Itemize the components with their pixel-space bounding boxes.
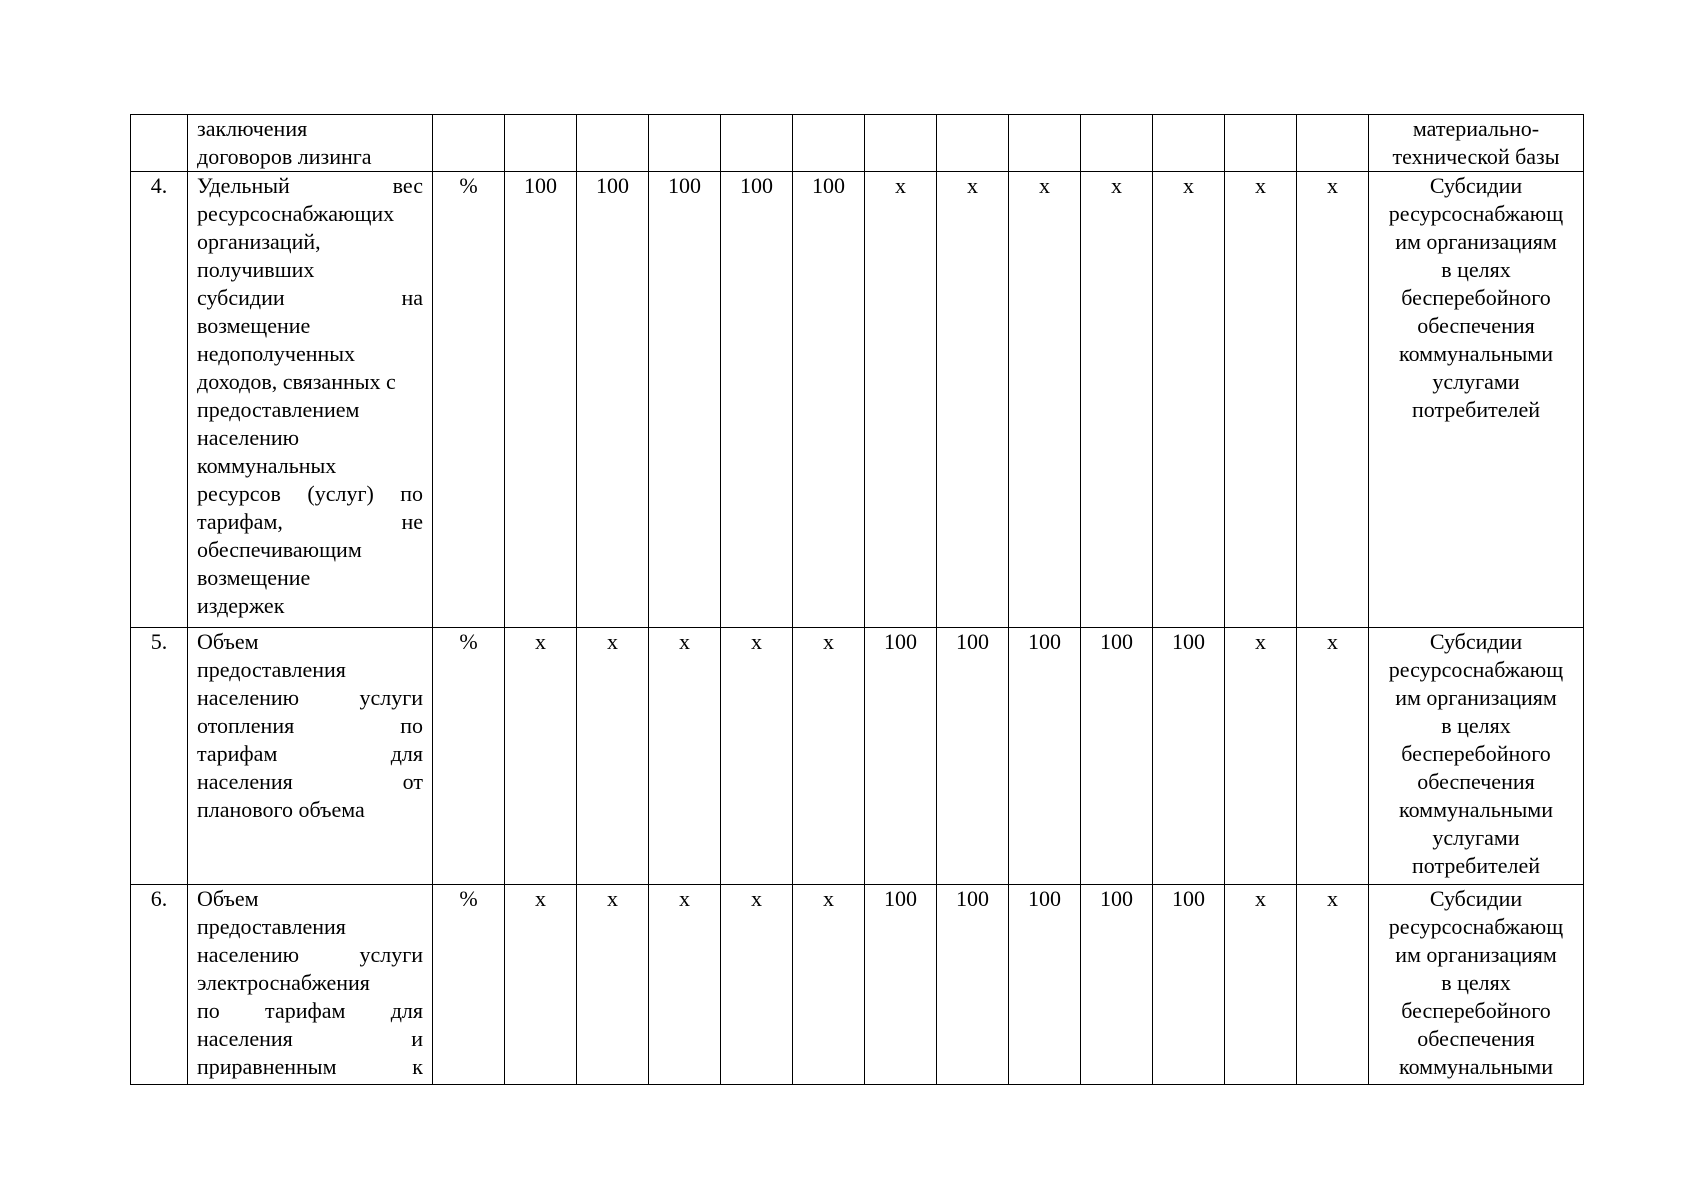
value-cell: 100 [1153, 885, 1225, 1085]
note-line: бесперебойного [1401, 285, 1551, 310]
indicator-name-line: доходов, связанных с [197, 369, 396, 394]
value-cell: х [865, 172, 937, 628]
note-line: технической базы [1392, 144, 1560, 169]
value-cell: 100 [1009, 885, 1081, 1085]
value-cell: 100 [865, 628, 937, 885]
indicator-name-line: Объем [197, 886, 259, 911]
indicator-name-line: возмещение [197, 565, 311, 590]
note-line: обеспечения [1417, 1026, 1535, 1051]
indicator-name-line: договоров лизинга [197, 144, 372, 169]
indicator-name-line: электроснабжения [197, 970, 370, 995]
value-cell: х [1297, 628, 1369, 885]
value-cell [577, 115, 649, 172]
value-cell: х [1153, 172, 1225, 628]
indicator-name-line: отопления по [197, 713, 423, 738]
indicator-name-line: ресурсов (услуг) по [197, 481, 423, 506]
note-line: потребителей [1412, 853, 1540, 878]
indicator-name-line: населению услуги [197, 685, 423, 710]
note-cell [1369, 115, 1584, 172]
row-number: 4. [131, 172, 188, 628]
indicator-name [188, 885, 433, 1085]
note-cell [1369, 172, 1584, 628]
note-line: ресурсоснабжающ [1388, 657, 1564, 682]
note-line: бесперебойного [1401, 741, 1551, 766]
value-cell [649, 115, 721, 172]
value-cell: х [1297, 885, 1369, 1085]
indicator-name-line: Объем [197, 629, 259, 654]
note-line: в целях [1441, 970, 1511, 995]
indicator-name-line: приравненным к [197, 1054, 423, 1079]
value-cell: 100 [505, 172, 577, 628]
indicator-name-line: недополученных [197, 341, 356, 366]
value-cell: 100 [793, 172, 865, 628]
indicator-name [188, 115, 433, 172]
value-cell [865, 115, 937, 172]
note-line: Субсидии [1429, 886, 1523, 911]
indicator-name-line: населения от [197, 769, 423, 794]
table-row [131, 885, 1584, 1085]
indicator-name-line: субсидии на [197, 285, 423, 310]
indicator-name-line: получивших [197, 257, 315, 282]
value-cell: 100 [937, 628, 1009, 885]
value-cell [1153, 115, 1225, 172]
note-line: коммунальными [1399, 797, 1553, 822]
value-cell: 100 [1009, 628, 1081, 885]
note-line: Субсидии [1429, 629, 1523, 654]
value-cell: х [721, 628, 793, 885]
value-cell: 100 [865, 885, 937, 1085]
note-line: обеспечения [1417, 313, 1535, 338]
indicator-name-line: издержек [197, 593, 285, 618]
indicator-name-line: по тарифам для [197, 998, 423, 1023]
indicator-name-line: заключения [197, 116, 308, 141]
note-line: в целях [1441, 713, 1511, 738]
value-cell [1081, 115, 1153, 172]
indicator-name [188, 172, 433, 628]
value-cell: х [505, 885, 577, 1085]
note-line: материально- [1412, 116, 1540, 141]
note-line: обеспечения [1417, 769, 1535, 794]
indicator-name-line: Удельный вес [197, 173, 423, 198]
value-cell: х [505, 628, 577, 885]
value-cell: 100 [721, 172, 793, 628]
note-line: коммунальными [1399, 1054, 1553, 1079]
value-cell [1009, 115, 1081, 172]
value-cell: 100 [1081, 628, 1153, 885]
row-number: 5. [131, 628, 188, 885]
value-cell: х [577, 628, 649, 885]
value-cell: х [1009, 172, 1081, 628]
indicators-table [130, 114, 1584, 1085]
value-cell: х [1225, 172, 1297, 628]
indicator-name-line: тарифам, не [197, 509, 423, 534]
row-number: 6. [131, 885, 188, 1085]
indicator-name-line: возмещение [197, 313, 311, 338]
value-cell [793, 115, 865, 172]
value-cell: х [1297, 172, 1369, 628]
note-line: им организациям [1395, 942, 1557, 967]
value-cell: 100 [577, 172, 649, 628]
value-cell: 100 [1153, 628, 1225, 885]
note-line: бесперебойного [1401, 998, 1551, 1023]
value-cell: х [793, 628, 865, 885]
value-cell: х [721, 885, 793, 1085]
table-row [131, 628, 1584, 885]
note-line: в целях [1441, 257, 1511, 282]
value-cell: х [937, 172, 1009, 628]
value-cell: х [649, 628, 721, 885]
indicator-name-line: организаций, [197, 229, 321, 254]
note-line: услугами [1432, 825, 1520, 850]
value-cell [1297, 115, 1369, 172]
value-cell [721, 115, 793, 172]
value-cell: 100 [937, 885, 1009, 1085]
value-cell: х [1225, 885, 1297, 1085]
value-cell [505, 115, 577, 172]
row-number [131, 115, 188, 172]
note-line: коммунальными [1399, 341, 1553, 366]
indicator-name-line: предоставления [197, 657, 346, 682]
note-line: потребителей [1412, 397, 1540, 422]
value-cell: х [649, 885, 721, 1085]
unit-cell [433, 115, 505, 172]
note-line: ресурсоснабжающ [1388, 914, 1564, 939]
indicator-name-line: тарифам для [197, 741, 423, 766]
indicator-name-line: обеспечивающим [197, 537, 362, 562]
table-row [131, 115, 1584, 172]
note-line: им организациям [1395, 229, 1557, 254]
table-row [131, 172, 1584, 628]
note-line: ресурсоснабжающ [1388, 201, 1564, 226]
value-cell [937, 115, 1009, 172]
value-cell: 100 [1081, 885, 1153, 1085]
indicator-name-line: населению [197, 425, 300, 450]
indicator-name-line: коммунальных [197, 453, 337, 478]
note-line: им организациям [1395, 685, 1557, 710]
value-cell [1225, 115, 1297, 172]
indicator-name-line: предоставления [197, 914, 346, 939]
value-cell: х [1225, 628, 1297, 885]
value-cell: х [577, 885, 649, 1085]
unit-cell: % [433, 172, 505, 628]
note-cell [1369, 885, 1584, 1085]
unit-cell: % [433, 885, 505, 1085]
note-line: услугами [1432, 369, 1520, 394]
note-line: Субсидии [1429, 173, 1523, 198]
indicator-name-line: ресурсоснабжающих [197, 201, 395, 226]
indicator-name-line: планового объема [197, 797, 365, 822]
value-cell: 100 [649, 172, 721, 628]
indicator-name-line: населению услуги [197, 942, 423, 967]
value-cell: х [793, 885, 865, 1085]
indicator-name-line: населения и [197, 1026, 423, 1051]
value-cell: х [1081, 172, 1153, 628]
unit-cell: % [433, 628, 505, 885]
indicator-name [188, 628, 433, 885]
indicator-name-line: предоставлением [197, 397, 360, 422]
note-cell [1369, 628, 1584, 885]
